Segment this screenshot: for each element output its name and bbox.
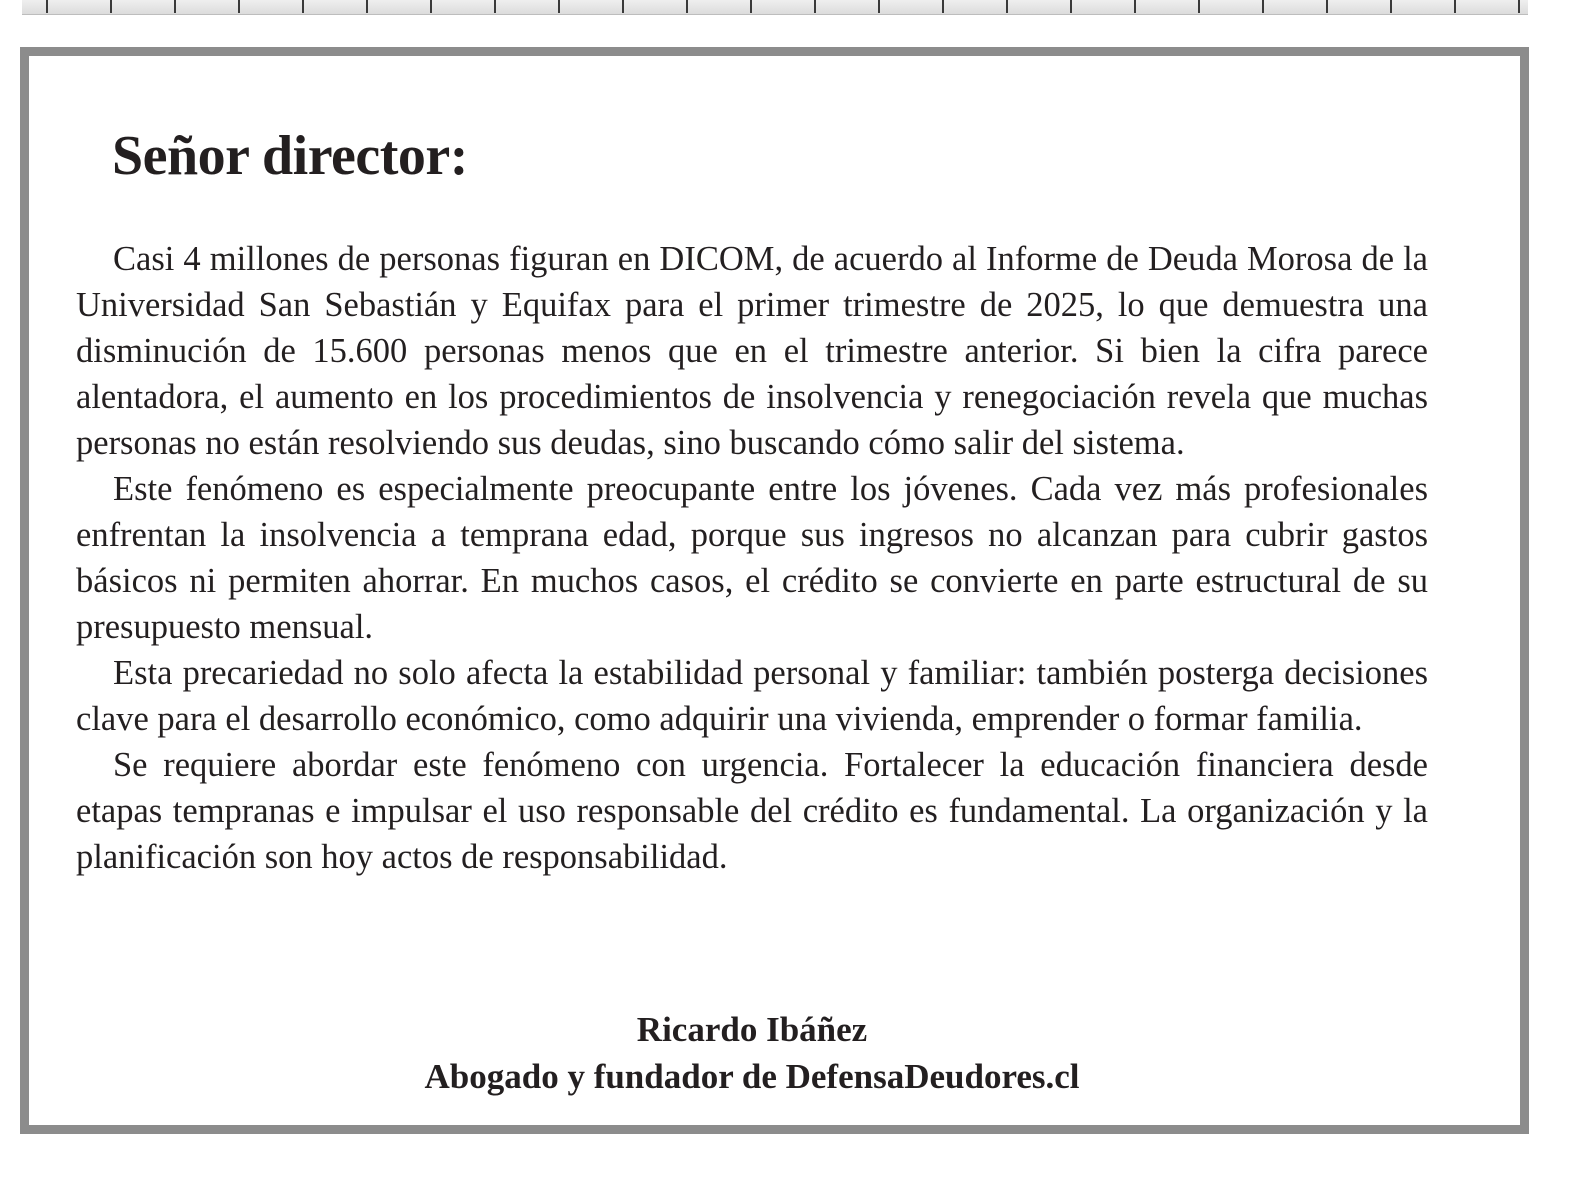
ruler-tick <box>110 0 112 13</box>
signature-title: Abogado y fundador de DefensaDeudores.cl <box>424 1057 1080 1096</box>
ruler-tick <box>1262 0 1264 13</box>
ruler-tick <box>558 0 560 13</box>
ruler-tick <box>878 0 880 13</box>
ruler-tick <box>46 0 48 13</box>
letter-salutation: Señor director: <box>112 125 468 187</box>
letter-signature <box>76 1006 1428 1100</box>
ruler-strip <box>22 0 1528 15</box>
ruler-tick <box>1518 0 1520 13</box>
ruler-tick <box>686 0 688 13</box>
letter-body <box>76 236 1428 880</box>
ruler-tick <box>302 0 304 13</box>
ruler-tick <box>750 0 752 13</box>
ruler-tick <box>366 0 368 13</box>
ruler-tick <box>494 0 496 13</box>
signature-name: Ricardo Ibáñez <box>636 1010 868 1049</box>
letter-paragraph-3: Esta precariedad no solo afecta la estabilidad personal y familiar: también posterga decisiones clave para el desarrollo económico, como adquirir una vivienda, emprender o formar familia. <box>76 654 1428 738</box>
ruler-tick <box>1070 0 1072 13</box>
ruler-tick <box>1454 0 1456 13</box>
ruler-tick <box>1198 0 1200 13</box>
ruler-tick <box>622 0 624 13</box>
letter-paragraph-1: Casi 4 millones de personas figuran en DICOM, de acuerdo al Informe de Deuda Morosa de la Universidad San Sebastián y Equifax para el primer trimestre de 2025, lo que demuestra una disminución de 15.600 personas menos que en el trimestre anterior. Si bien la cifra parece alentadora, el aumento en los procedimientos de insolvencia y renegociación revela que muchas personas no están resolviendo sus deudas, sino buscando cómo salir del sistema. <box>76 240 1428 462</box>
ruler-tick <box>1006 0 1008 13</box>
letter-paragraph-4: Se requiere abordar este fenómeno con urgencia. Fortalecer la educación financiera desde etapas tempranas e impulsar el uso responsable del crédito es fundamental. La organización y la planificación son hoy actos de responsabilidad. <box>76 746 1428 876</box>
letter-paragraph-2: Este fenómeno es especialmente preocupante entre los jóvenes. Cada vez más profesionales enfrentan la insolvencia a temprana edad, porque sus ingresos no alcanzan para cubrir gastos básicos ni permiten ahorrar. En muchos casos, el crédito se convierte en parte estructural de su presupuesto mensual. <box>76 470 1428 646</box>
ruler-tick <box>430 0 432 13</box>
ruler-tick <box>1326 0 1328 13</box>
ruler-tick <box>1134 0 1136 13</box>
ruler-tick <box>942 0 944 13</box>
ruler-tick <box>1390 0 1392 13</box>
ruler-tick <box>174 0 176 13</box>
ruler-tick <box>238 0 240 13</box>
ruler-tick <box>814 0 816 13</box>
